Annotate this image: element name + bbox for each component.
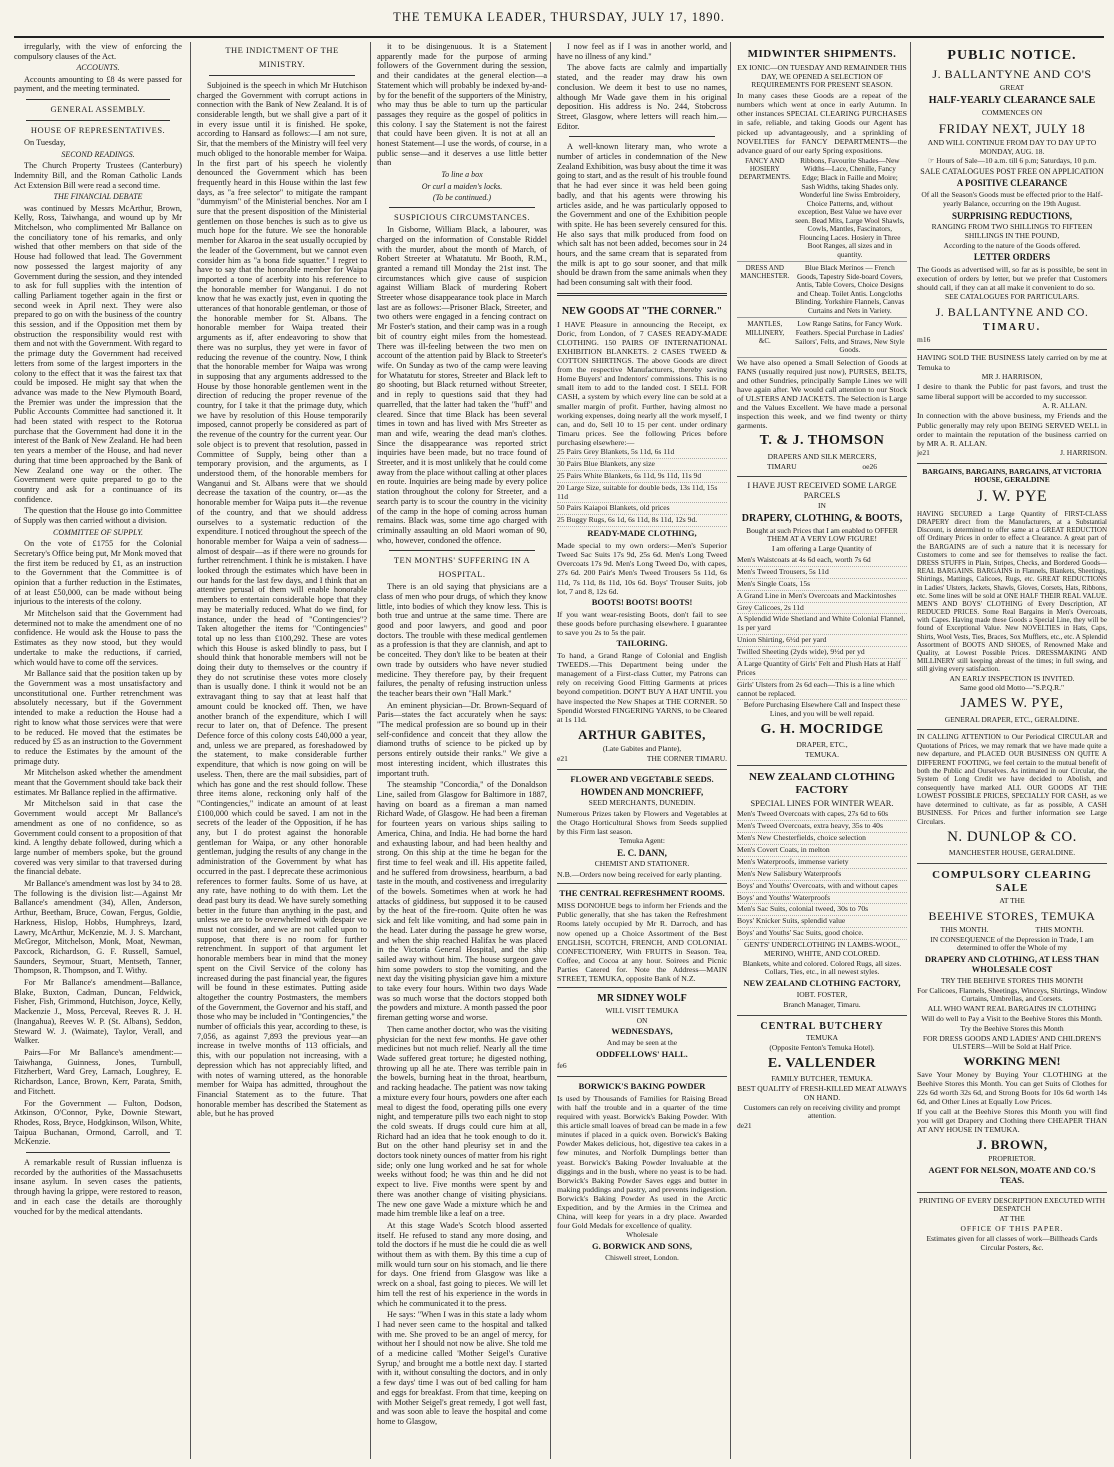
ad-subtitle: A POSITIVE CLEARANCE <box>956 178 1068 189</box>
ad-text: In connection with the above business, my Friends and the Public generally may rely upon BEING SERVED WELL in order to maintain the reputation of the business carried on by MR A. R. ALLAN. <box>917 411 1107 448</box>
ad-title: NEW GOODS AT "THE CORNER." <box>561 305 723 317</box>
continued-note: (To be continued.) <box>432 192 492 202</box>
article-text: Mr Mitchelson said in that case the Government would accept Mr Ballance's amendment as one of no confidence, so as Government could consent to a proposition of that kind. A lengthy debate followed, during which a large number of members spoke, but the ground covered was very similar to that traversed during the financial debate. <box>14 799 182 877</box>
ad-subtitle: TAILORING. <box>616 638 668 649</box>
ad-footer <box>917 449 1107 458</box>
ad-text: Bought at such Prices that I am enabled to OFFER THEM AT A VERY LOW FIGURE! <box>746 525 898 544</box>
article-text: In Gisborne, William Black, a labourer, was charged on the information of Constable Riddel with the murder, about the month of March, of Robert Streeter at Whatatutu. Mr Booth, R.M., granted a remand till Monday the 21st inst. The circumstances which give cause of suspicion against William Black of murdering Robert Streeter whose disappearance took place in March last are as follows:—Prisoner Black, Streeter, and two others were engaged in a fencing contract on Mr Foster's station, and their camp was in a rough bit of country eight miles from the homestead. There was ill-feeling between the two men on account of the attention paid by Black to Streeter's wife. On Sunday as two of the camp were leaving for Whatatutu for stores, Streeter and Black left to go shooting, but Black returned without Streeter, and in reply to questions said that they had quarrelled, that the latter had taken the "huff" and cleared. Since that time Black has been several times in town and has lived with Mrs Streeter as man and wife, wearing the dead man's clothes. Since the disappearance was reported strict inquiries have been made, but no trace found of Streeter, and it is most unlikely that he could come away from the place without calling at other places en route. Inquiries are being made by every police station throughout the colony for Streeter, and a search party is to scour the country in the vicinity of the camp in the hope of coming across human remains. Black was, some time ago charged with criminally assaulting an old Maori woman of 90, who, however, condoned the offence. <box>377 225 547 545</box>
ad-text: IN CALLING ATTENTION to Our Periodical CIRCULAR and Quotations of Prices, we may remark that we have made quite a new departure, and PLACED OUR BUSINESS ON QUITE A DIFFERENT FOOTING, we feel certain to the mutual benefit of both the Public and Ourselves. As intimated in our Circular, the System of Long Credit we have decided to Abolish, and consequently have marked ALL OUR GOODS AT THE LOWEST POSSIBLE PRICES, SPECIALLY FOR CASH, as we have determined to cultivate, as far as possible, A CASH BUSINESS. For Prices and further information see Large Circulars. <box>917 733 1107 826</box>
article-text: The steamship "Concordia," of the Donaldson Line, sailed from Glasgow for Baltimore in 1887, having on board as a fireman a man named Richard Wade, of Glasgow. He had been a fireman for fourteen years on various ships sailing to America, China, and India. He had borne the hard and exhausting labour, and had been healthy and strong. On this ship at the time he began for the first time to feel weak and ill. His appetite failed, and he suffered from drowsiness, heartburn, a bad taste in the mouth, and costiveness and irregularity of the bowels. Sometimes when at work he had attacks of giddiness, but supposed it to be caused by the heat of the fire-room. Quite often he was sick and felt like vomiting, and had some pain in the head. Later during the passage he grew worse, and when the ship reached Halifax he was placed in the Victoria General Hospital, and the ship sailed away without him. The house surgeon gave him some powders to stop the vomiting, and the next day the visiting physician gave him a mixture to take every four hours. Within two days Wade was so much worse that the doctors stopped both the powders and mixture. A month passed the poor fireman getting worse and worse. <box>377 780 547 1023</box>
ad-subtitle: LETTER ORDERS <box>973 252 1051 263</box>
list-item: Twilled Sheeting (2yds wide), 9½d per yd <box>737 647 907 659</box>
list-item: Boys' and Youths' Sac Suits, good choice. <box>737 928 907 940</box>
advertiser-name: JAMES W. PYE, <box>960 696 1064 712</box>
list-item: Girls' Ulsters from 2s 6d each—This is a line which cannot be replaced. <box>737 680 907 701</box>
ad-jw-pye <box>917 464 1107 731</box>
department-label: DRESS AND MANCHESTER. <box>737 262 793 318</box>
advertiser-town: TEMUKA. <box>805 750 839 760</box>
divider <box>26 99 170 100</box>
divider <box>569 136 715 137</box>
verse-line: To line a box <box>441 170 483 180</box>
list-item: Union Shirting, 6½d per yard <box>737 635 907 647</box>
list-item: 20 Large Size, suitable for double beds, 13s 11d, 15s 11d <box>557 483 727 504</box>
ad-text: I desire to thank the Public for past favors, and trust the same liberal support will be accorded to my successor. <box>917 382 1107 401</box>
article-text: The Church Property Trustees (Canterbury) Indemnity Bill, and the Roman Catholic Lands Act Extension Bill were read a second time. <box>14 161 182 190</box>
advertiser-name: J. BROWN, <box>976 1136 1048 1152</box>
section-heading: SECOND READINGS. <box>61 149 135 159</box>
ad-text: GENTS' UNDERCLOTHING IN LAMBS-WOOL, MERINO, WHITE, AND COLORED. <box>744 940 900 958</box>
advertiser-name: J. BALLANTYNE AND CO'S <box>932 67 1092 82</box>
ad-text: WILL VISIT TEMUKA <box>605 1005 679 1015</box>
ad-ballantyne <box>917 42 1107 350</box>
section-heading: HOUSE OF REPRESENTATIVES. <box>30 125 166 136</box>
article-text: Pairs—For Mr Ballance's amendment:—Taiwhanga, Guinness, Jones, Turnbull, Fitzherbert, Ward Grey, Larnach, Loughrey, E. Richardson, Lance, Brown, Kerr, Parata, Smith, and Fitchett. <box>14 1048 182 1096</box>
ad-text: AT THE <box>999 895 1025 905</box>
sale-title: HALF-YEARLY CLEARANCE SALE <box>928 95 1096 107</box>
divider <box>209 75 355 76</box>
notice-allan-harrison <box>917 350 1107 463</box>
ad-clothing-factory <box>737 766 907 1016</box>
ad-text: (Opposite Fenton's Temuka Hotel). <box>769 1043 875 1053</box>
article-text: Mr Mitchelson asked whether the amendment meant that the Government should take back their estimates. Mr Ballance replied in the affirmative. <box>14 768 182 797</box>
article-title: TEN MONTHS' SUFFERING IN A <box>393 555 531 566</box>
sale-hours-text: Hours of Sale—10 a.m. till 6 p.m; Saturdays, 10 p.m. <box>936 156 1097 166</box>
ad-town: TEMUKA <box>805 1033 839 1043</box>
ad-text: Numerous Prizes taken by Flowers and Vegetables at the Otago Horticultural Shows from Seeds supplied by this Firm last season. <box>557 808 727 837</box>
article-text: On the vote of £1755 for the Colonial Secretary's Office being put, Mr Monk moved that the first item be reduced by £1, as an instruction to the Government that the Committee is of opinion that a further reduction in the Estimates, of at least £50,000, can be made without being injurious to the interests of the colony. <box>14 539 182 607</box>
ad-text: Blankets, white and colored. Colored Rugs, all sizes. Collars, Ties, etc., in all newest styles. <box>742 958 902 977</box>
list-item: 25 Pairs Grey Blankets, 5s 11d, 6s 11d <box>557 447 727 459</box>
ad-text: And may be seen at the <box>606 1038 678 1048</box>
ad-text: Save Your Money by Buying Your CLOTHING at the Beehive Stores this Month. You can get Suits of Clothes for 22s 6d worth 32s 6d, and Strong Boots for 10s 6d worth 14s 6d, and Other Lines at Equally Low Prices. <box>917 1070 1107 1107</box>
ad-subtitle: DRAPERY AND CLOTHING, AT LESS THAN WHOLESALE COST <box>924 954 1100 974</box>
list-item: Men's Waistcoats at 4s 6d each, worth 7s 6d <box>737 555 907 567</box>
advertiser-name: J. BALLANTYNE AND CO. <box>935 304 1089 319</box>
ad-title: MIDWINTER SHIPMENTS. <box>747 48 897 60</box>
ad-mocridge <box>737 477 907 765</box>
list-item: Men's Tweed Overcoats with capes, 27s 6d to 60s <box>737 809 907 821</box>
ad-title: NEW ZEALAND CLOTHING FACTORY <box>749 770 895 796</box>
ad-text: TRY THE BEEHIVE STORES THIS MONTH <box>940 975 1084 985</box>
agent-role: CHEMIST AND STATIONER. <box>594 859 690 869</box>
ad-text: To hand, a Grand Range of Colonial and English TWEEDS.—This Department being under the management of a First-class Cutter, my Patrons can rely on receiving Good Fitting Garments at prices beyond competition. DON'T BUY A HAT UNTIL you have inspected the New Shapes at THE CORNER. 50 Spendid Worsted FINGERING YARNS, to be Cleared at 1s 11d. <box>557 651 727 724</box>
ad-code: oe26 <box>862 461 877 471</box>
ad-subtitle: AGENT FOR NELSON, MOATE AND CO.'S TEAS. <box>928 1164 1096 1185</box>
ad-subtitle: BOOTS! BOOTS! BOOTS! <box>591 596 693 607</box>
ad-text: OFFICE OF THIS PAPER. <box>960 1223 1064 1233</box>
manager-name: IOBT. FOSTER, <box>796 990 848 1000</box>
article-text: On Tuesday, <box>24 138 66 148</box>
list-item: Boys' Knicker Suits, splendid value <box>737 916 907 928</box>
article-text: The question that the House go into Committee of Supply was then carried without a division. <box>14 506 182 526</box>
advertiser-name: NEW ZEALAND CLOTHING FACTORY, <box>743 978 901 989</box>
ad-title: COMPULSORY CLEARING SALE <box>932 869 1092 895</box>
advertiser-address: Chiswell street, London. <box>605 1253 679 1263</box>
ad-text: Try the Beehive Stores this Month <box>960 1023 1064 1033</box>
list-item: Men's Tweed Trousers, 5s 11d <box>737 567 907 579</box>
pointing-hand-icon: ☞ <box>927 156 935 166</box>
advertiser-name: G. BORWICK AND SONS, <box>591 1241 693 1252</box>
ad-seeds <box>557 770 727 885</box>
advertiser-town: TIMARU. <box>982 321 1042 333</box>
department-label: MANTLES, MILLINERY, &C. <box>737 318 793 357</box>
article-text: An eminent physician—Dr. Brown-Sequard of Paris—states the fact accurately when he says: "The medical profession are so bound up in their self-confidence and conceit that they allow the diamond truths of science to be picked up by persons entirely outside their ranks." We give a most interesting incident, which illustrates this important truth. <box>377 700 547 778</box>
ad-title: PUBLIC NOTICE. <box>947 48 1077 63</box>
ad-text: ODDFELLOWS' HALL. <box>596 1049 688 1060</box>
advertiser-sub: GENERAL DRAPER, ETC., GERALDINE. <box>944 714 1080 724</box>
list-item: A Large Quantity of Girls' Felt and Plush Hats at Half Prices <box>737 659 907 680</box>
list-item: Men's Covert Coats, in melton <box>737 845 907 857</box>
divider <box>26 1152 170 1153</box>
article-text: Mr Ballance said that the position taken up by the Government was a most unsatisfactory and unconstitutional one. Further retrenchment was absolutely necessary, but if the Government intended to make a reduction the House had a right to know what those services were that were to be reduced. He moved that the estimates be reduced by £5 as an instruction to the Government to reduce the Estimates by the amount of the primage duty. <box>14 669 182 766</box>
article-text: For Mr Ballance's amendment—Ballance, Blake, Buxton, Cadman, Duncan, Feldwick, Fisher, Fish, Grimmond, Hutchison, Joyce, Kelly, Mackenzie J., Moss, Perceval, Reeves R. J. H. (Inangahua), Reeves W. P. (St. Albans), Seddon, Steward W. J. (Waimate), Taylor, Verall, and Walker. <box>14 978 182 1046</box>
ad-code: fe6 <box>557 1061 567 1071</box>
article-text: Subjoined is the speech in which Mr Hutchison charged the Government with corrupt actions in connection with the Bank of New Zealand. It is of considerable length, but we shall give a part of it in every issue until it is finished. He spoke, according to Hansard as follows:—I am not sure, Sir, that the members of the Ministry will feel very much obliged to the honorable member for Waipa. In the first part of his speech he violently denounced the Government which has been frequently heard in this House within the last few days, as "a free selector" to mitigate the rampant "dummyism" of the Ministerial benches. Nor am I sure that the present disposition of the Ministerial gentlemen on those benches is such as to give us much hope for the future. We see the honorable member for Akaroa in the seat usually occupied by the leader of the Government, but we cannot even consider him as "a bona fide squatter." I regret to have to say that the honorable member for Waipa imported a tone of acerbity into his reference to the honorable member for Wanganui. I do not know that he was exactly just, even in quoting the utterances of that honorable gentleman, or those of the honorable member for St. Albans. The honorable member for Waipa treated their arguments as if, after endeavoring to show that there was no surplus, they yet were in favor of reducing the revenue of the country. Now, I think that the honorable member for Waipa was wrong in supposing that any arguments addressed to the House by those honorable gentlemen went in the direction of reducing the proper revenue of the country, for I take it that the primage duty, which we have by resolution of this House temporarily imposed, cannot properly be considered as part of the revenue of the country for the current year. Our sole object is to prevent that resolution, passed in Committee of Supply, being other than a temporary provision, and the arguments, as I understood them, of the honorable members for Wanganui and St. Albans were that we should decrease the taxation of the country, or—as the honorable member for Waipa puts it—the revenue of the country, and that we should address ourselves to a systematic reduction of the expenditure. I noticed throughout the speech of the honorable member for Waipa a vein of sadness—almost of despair—as if there were no grounds for further retrenchment. I think he is mistaken. I have looked through the estimates which have been in our hands for the last few days, and I think that an attentive perusal of them will enable honorable members to entertain considerable hope that they may be materially reduced. What do we find, for instance, under the head of "Contingencies"? Taken altogether the items for "Contingencies" total up no less than £100,292. These are votes which this House is asked blindly to pass, but I should think that honorable members will not be doing their duty to themselves or the country if they do not scrutinise these votes more closely than is usually done. I think it would not be an extravagant thing to say that at least half that amount could be knocked off. Then, we have another branch of the expenditure, which I will recur to later on, that of Defence. The present Defence force of this colony costs £40,000 a year, and, unless we are prepared, as foreshadowed by the statement, to make considerable further expenditure, that which is now going on will be useless. Then, there are the mail subsidies, part of which has gone and the rest should follow. These three items alone, reckoning only half of the "Contingencies," indicate an amount of at least £100,000 which could be saved. I am not in the secrets of the leader of the Opposition, if he has any, but I do protest against the honorable gentleman for Waipa, or any other honorable gentleman, judging the results of any change in the administration of the Government by what has occurred in the past. I deprecate these acrimonious references to former faults. Some of us have, at any rate, have nothing to do with them. Let the dead past bury its dead. We have surely something better in the future than anything in the past, and unless we are to be overwhelmed with despair we must not consider, and we are not called upon to suppose, that there is no room for further retrenchment. In support of that argument let honorable members bear in mind that the money spent on the Civil Service of the colony has increased during the past financial year, the figures will be found in these estimates. Putting aside altogether the country Postmasters, the members of the Government, the Governor and his staff, and those who may be included in "Contingencies," the number of officials this year, according to these, is 7,056, as against 7,893 the previous year—an increase in twelve months of 113 officials, and this, with our population not increasing, with a depression which has not appreciably lifted, and with notes of warning uttered, as the honorable member for Waipa has admitted, throughout the Financial Statement as to the future. That honorable member has described the Statement as able, but he has proved <box>197 80 367 1119</box>
article-title: GENERAL ASSEMBLY. <box>50 104 146 115</box>
ad-new-goods-corner <box>557 301 727 770</box>
column-1 <box>14 42 182 1459</box>
advertiser-town: TIMARU <box>767 461 797 471</box>
advertiser-name: E. VALLENDER <box>767 1055 877 1071</box>
ad-text: Is used by Thousands of Families for Raising Bread with half the trouble and in a quarter of the time required with yeast. Borwick's Baking Powder. With this article small loaves of bread can be made in a few minutes if placed in a quick oven. Borwick's Baking Powder Makes delicious, hot, digestive tea cakes in a few minutes, and Norfolk Dumplings better than yeast. Borwick's Baking Powder Invaluable at the diggings and in the bush, where no yeast is to be had. Borwick's Baking Powder Saves eggs and butter in making puddings and pastry, and prevents indigestion. Borwick's Baking Powder As used in the Arctic Expedition, and by the Armies in the Crimea and China, will keep for years in a dry place. Awarded four Gold Medals for excellence of quality. <box>557 1093 727 1231</box>
ad-title: DRAPERY, CLOTHING, & BOOTS, <box>741 513 903 525</box>
column-6 <box>910 42 1107 1459</box>
advertiser-sub: MANCHESTER HOUSE, GERALDINE. <box>948 848 1076 858</box>
ad-subtitle: READY-MADE CLOTHING, <box>587 528 697 539</box>
ad-text: AND WILL CONTINUE FROM DAY TO DAY UP TO MONDAY, AUG. 18. <box>927 137 1097 156</box>
month-banner <box>917 926 1107 935</box>
ad-subtitle: WORKING MEN! <box>963 1054 1061 1069</box>
ad-text: Will do well to Pay a Visit to the Beehive Stores this Month. <box>921 1013 1103 1023</box>
ad-text: Made special to my own orders:—Men's Superior Tweed Sac Suits 17s 9d, 25s 6d. Men's Long Tweed Overcoats 17s 9d. Men's Long Tweed Do, with capes, 27s 6d. 200 Pair's Men's Tweed Trousers 5s 11d, 6s 11d, 7s 11d, 8s 11d, 10s 6d. Boys' Trouser Suits, job lot, 7 and 8, 12s 6d. <box>557 541 727 596</box>
ad-text: Customers can rely on receiving civility and prompt attention. <box>743 1102 901 1121</box>
masthead: THE TEMUKA LEADER, THURSDAY, JULY 17, 1890. <box>14 10 1104 38</box>
article-text: I now feel as if I was in another world, and have no illness of any kind." <box>557 42 727 61</box>
article-text: The above facts are calmly and impartially stated, and the reader may draw his own conclusion. We deem it best to use no names, although Mr Wade gave them in his original deposition. His address is No. 244, Stobcross Street, Glasgow, where letters will reach him.—Editor. <box>557 63 727 131</box>
advertiser-sub: FAMILY BUTCHER, TEMUKA. <box>771 1074 873 1084</box>
advertiser-sub: DRAPERS AND SILK MERCERS, <box>767 451 877 461</box>
article-title: HOSPITAL. <box>438 569 486 580</box>
price-list <box>737 809 907 940</box>
ad-text: AN EARLY INSPECTION IS INVITED. <box>949 673 1075 683</box>
ad-beehive-stores <box>917 864 1107 1192</box>
ad-text: EX IONIC—ON TUESDAY AND REMAINDER THIS DAY, WE OPENED A SELECTION OF REQUIREMENTS FOR PRESENT SEASON. <box>737 62 907 90</box>
ad-text: If you call at the Beehive Stores this Month you will find you will get Drapery and Clothing there CHEAPER THAN AT ANY HOUSE IN TEMUKA. <box>917 1106 1107 1134</box>
successor-name: MR J. HARRISON, <box>981 371 1043 381</box>
ad-text: Same good old Motto—"S.P.Q.R." <box>959 683 1065 693</box>
divider <box>389 550 535 551</box>
ad-text: The Goods as advertised will, so far as is possible, be sent in execution of orders by letter, but we prefer that Customers should call, if they can at all make it convenient to do so. <box>917 264 1107 293</box>
article-text: At this stage Wade's Scotch blood asserted itself. He refused to stand any more dosing, and told the doctors if he must die he could die as well without them as with them. By this time a cup of milk would turn sour on his stomach, and lie there for days. One friend from Glasgow was like a wreck on a shoal, fast going to pieces. We will let him tell the rest of his experience in the words in which he communicated it to the press. <box>377 1220 547 1308</box>
ad-text: MISS DONOHUE begs to inform her Friends and the Public generally, that she has taken the Refreshment Rooms lately occupied by Mr R. Darroch, and has now opened up a Choice Assortment of the Best ENGLISH, SCOTCH, FRENCH, AND COLONIAL CONFECTIONERY, With FRUITS in Season. Tea, Coffee, and Cocoa at any hour. Soirees and Picnic Parties Catered for. Note the Address—MAIN STREET, TEMUKA, opposite Bank of N.Z. <box>557 901 727 984</box>
department-table <box>737 155 907 358</box>
ad-code: e21 <box>557 753 568 763</box>
ad-text: SPECIAL LINES FOR WINTER WEAR. <box>750 797 894 808</box>
advertiser-sub: SEED MERCHANTS, DUNEDIN. <box>588 798 696 808</box>
ad-text: RANGING FROM TWO SHILLINGS TO FIFTEEN SHILLINGS IN THE POUND, <box>931 222 1093 240</box>
ad-text: IN <box>818 501 826 511</box>
ad-text: We have also opened a Small Selection of Goods at FANS (usually required just now), PURSES, BELTS, and other Sundries, principally Sample Lines we will have again after. We would call attention to our Stock of ULSTERS AND JACKETS. The Selection is Large and the Values Excellent. We have made a personal inspection this week, and we find twenty or thirty garments. <box>737 357 907 431</box>
ad-text: PRINTING OF EVERY DESCRIPTION EXECUTED WITH DESPATCH <box>918 1195 1106 1214</box>
ad-text: BEST QUALITY of FRESH-KILLED MEAT ALWAYS ON HAND. <box>737 1084 907 1102</box>
article-title: THE INDICTMENT OF THE <box>225 45 339 55</box>
ad-text: For Calicoes, Flannels, Sheetings, Winceys, Shirtings, Window Curtains, Umbrellas, and Corsets. <box>917 985 1107 1004</box>
ad-text: According to the nature of the Goods offered. <box>943 240 1081 250</box>
advertiser-name: BEEHIVE STORES, TEMUKA <box>928 908 1096 923</box>
list-item: Men's Single Coats, 15s <box>737 579 907 591</box>
column-5 <box>730 42 907 1459</box>
ad-text: Wholesale <box>626 1230 658 1240</box>
section-heading: THE FINANCIAL DEBATE <box>53 192 143 202</box>
ad-text: AT THE <box>999 1214 1025 1224</box>
ad-title: BARGAINS, BARGAINS, BARGAINS, AT VICTORIA HOUSE, GERALDINE <box>922 466 1102 485</box>
ad-text: ALL WHO WANT REAL BARGAINS IN CLOTHING <box>927 1004 1097 1014</box>
list-item: 25 Pairs White Blankets, 6s 11d, 9s 11d, 11s 9d <box>557 471 727 483</box>
ad-text: Temuka Agent: <box>619 836 665 846</box>
ad-footer <box>737 463 907 472</box>
ad-text: Before Purchasing Elsewhere Call and Inspect these Lines, and you will be well repaid. <box>743 700 901 719</box>
ad-text: I HAVE JUST RECEIVED SOME LARGE PARCELS <box>747 480 897 501</box>
list-item: A Splendid Wide Shetland and White Colonial Flannel, 1s per yard <box>737 614 907 635</box>
section-heading: COMMITTEE OF SUPPLY. <box>53 527 143 537</box>
article-text: Then came another doctor, who was the visiting physician for the next few months. He gave other medicines but not much relief. Nearly all the time Wade suffered great torture; he digested nothing, throwing up all he ate. There was terrible pain in the bowels, burning heat in the throat, heartburn, and racking headache. The patient was now taking a mixture every four hours, powders one after each meal to digest the food, operating pills one every night, and temperature pills two each night to stop the cold sweats. If drugs could cure him at all, Richard had an idea that he took enough to do it. But on the other hand pleurisy set in and the doctors took ninety ounces of matter from his right side; only one lung worked and he sat for whole weeks without food; he was thin and he did not expect to live. Five months were spent by and there was another change of visiting physicians. The new one gave Wade a mixture which he and made him tremble like a leaf on a tree. <box>377 1024 547 1219</box>
agent-name: E. C. DANN, <box>617 847 667 858</box>
divider <box>389 207 535 208</box>
list-item: Men's Sac Suits, colonial tweed, 30s to 70s <box>737 904 907 916</box>
ad-text: Estimates given for all classes of work—Billheads Cards Circular Posters, &c. <box>926 1233 1098 1252</box>
ad-title: CENTRAL BUTCHERY <box>760 1020 884 1032</box>
sale-hours <box>917 157 1107 166</box>
ad-text: HAVING SECURED a Large Quantity of FIRST-CLASS DRAPERY direct from the Manufacturers, at a Substantial Discount, is determined to offer same at a GREAT REDUCTION off Ordinary Prices in order to effect a Clearance. A great part of the BARGAINS are of such a nature that it is necessary for Customers to come and see for themselves to realise the fact. DRESS STUFFS in Plain, Stripes, Checks, and Bordered Goods—REAL BARGAINS. BARGAINS in Flannels, Blankets, Sheetings, Shirtings, Mattings, Calicoes, Rugs, etc. GREAT REDUCTIONS in Ladies' Ulsters, Jackets, Shawls, Gloves, Corsets, Hats, Ribbons, etc. Some lines will be sold at ONE HALF THEIR REAL VALUE. MEN'S AND BOYS' CLOTHING of Every Description, AT REDUCED PRICES. Some Real Bargains in Men's Overcoats, with Capes. Having made these Goods a Special Line, they will be found of Exceptional Value. New NOVELTIES in Hats, Caps, Shirts, Wool Vests, Ties, Braces, Sox Mufflers, etc., etc. A Splendid Assortment of BOOTS AND SHOES, of Renowned Make and Quality, at Lowest Possible Prices. DRESSMAKING AND MILLINERY still keeping abreast of the times; in full swing, and still giving every satisfaction. <box>917 509 1107 674</box>
ad-text: Of all the Season's Goods must be effected prior to the Half-yearly Balance, occurring on the 19th August. <box>921 190 1103 208</box>
list-item: Boys' and Youths' Overcoats, with and without capes <box>737 881 907 893</box>
ad-title: FLOWER AND VEGETABLE SEEDS. <box>570 773 714 784</box>
article-text: Mr Mitchelson said that the Government had determined not to make the amendment one of no confidence. He would ask the House to pass the Estimates as they now stood, but they would undertake to make the reductions, if carried, which would have to come off the services. <box>14 609 182 667</box>
ad-text: N.B.—Orders now being received for early planting. <box>557 870 722 880</box>
ad-text: In many cases these Goods are a repeat of the numbers which went at once in early Autumn. In other instances SPECIAL CLEARING PURCHASES in safe, reliable, and taking Goods our Agent has picked up advantageously, and a sprinkling of NOVELTIES for FANCY DEPARTMENTS—the advance guard of our early Spring expositions. <box>737 91 907 155</box>
article-text: it to be disingenuous. It is a Statement apparently made for the purpose of arming followers of the Government during the session, and their candidates at the general election—a Statement which will probably be indexed by-and-by for the benefit of the supporters of the Ministry, who may thus be able to turn up the particular passages they require as the gospel of politics in this colony. I say the Statement is not the fairest that could have been given. It is not at all an honest Statement—I use the words, of course, in a public sense—and it deserves a use little better than <box>377 42 547 168</box>
ad-title: BORWICK'S BAKING POWDER <box>578 1080 706 1091</box>
article-text: was continued by Messrs McArthur, Brown, Kelly, Ross, Taiwhanga, and wound up by Mr Mitchelson, who complimented Mr Ballance on the conciliatory tone of his remarks, and only wished that other members on that side of the House had followed that lead. The Government now possessed the largest majority of any Government during the session, and they intended to ask for full supplies with the intention of calling Parliament together again in the first or second week in April next. They were also prepared to go on with the business of the country this session, and if the Opposition met them by obstruction the responsibility would rest with them and not with the Government. With regard to the primage duty the Government had received letters from some of the largest importers in the colony to the effect that it was the fairest tax that could be imposed. He might say that when the advance was made to the New Plymouth Board, the Premier was under the impression that the Public Accounts Committee had sanctioned it. It had been stated with respect to the Rotorua purchase that the Government had done it in the interest of the Bank of New Zealand. He had been ten years a member of the House, and had never during that time been approached by the Bank of New Zealand one way or the other. The Government were quite prepared to go to the country and ask for a continuance of its confidence. <box>14 203 182 504</box>
advertiser-name: J. W. PYE <box>976 488 1048 506</box>
month-label: THIS MONTH. <box>1035 924 1084 934</box>
ad-text: WEDNESDAYS, <box>611 1026 673 1037</box>
article-text: A remarkable result of Russian influenza is recorded by the authorities of the Massachusetts insane asylum. In seven cases the patients, through having la grippe, were restored to reason, and in each case the details are thoroughly vouched for by the medical attendants. <box>14 1158 182 1216</box>
article-text: For the Government — Fulton, Dodson, Atkinson, O'Connor, Pyke, Downie Stewart, Rhodes, Ross, Bryce, Hodgkinson, Wilson, White, Taipua Buchanan, Ormond, Carroll, and T. McKenzie. <box>14 1098 182 1147</box>
list-item: 25 Buggy Rugs, 6s 1d, 6s 11d, 8s 11d, 12s 9d. <box>557 515 727 527</box>
ad-title: THE CENTRAL REFRESHMENT ROOMS. <box>559 888 725 899</box>
table-row <box>737 318 907 357</box>
ad-text: COMMENCES ON <box>981 107 1043 117</box>
ad-text: FOR DRESS GOODS AND LADIES' AND CHILDREN'S ULSTERS—Will be Sold at Half Price. <box>922 1033 1102 1052</box>
ad-sidney-wolf <box>557 988 727 1077</box>
signature: A. R. ALLAN. <box>1042 400 1087 410</box>
table-row <box>737 155 907 262</box>
ad-borwick <box>557 1077 727 1268</box>
sale-date: FRIDAY NEXT, JULY 18 <box>938 120 1086 136</box>
article-text: He says: "When I was in this state a lady whom I had never seen came to the hospital and talked with me. She proved to be an angel of mercy, for without her I should not now be alive. She told me of a medicine called 'Mother Seigel's Curative Syrup,' and brought me a bottle next day. I started with it, without consulting the doctors, and in only a few days' time I was out of bed calling for ham and eggs for breakfast. From that time, keeping on with Mother Seigel's great remedy, I got well fast, and was soon able to leave the hospital and come home to Glasgow, <box>377 1310 547 1426</box>
column-2 <box>190 42 367 1459</box>
advertiser-sub: DRAPER, ETC., <box>796 740 848 750</box>
ad-code: je21 <box>917 447 930 457</box>
advertiser-name: HOWDEN AND MONCRIEFF, <box>580 786 704 797</box>
month-label: THIS MONTH. <box>940 924 989 934</box>
department-label: FANCY AND HOSIERY DEPARTMENTS. <box>737 155 793 262</box>
advertiser-address: THE CORNER TIMARU. <box>646 753 727 763</box>
ad-text: I am offering a Large Quantity of <box>771 544 873 554</box>
ad-midwinter-shipments <box>737 42 907 477</box>
ad-text: SALE CATALOGUES POST FREE ON APPLICATION <box>920 167 1104 177</box>
price-list <box>737 555 907 700</box>
verse-line: Or curl a maiden's locks. <box>421 181 503 191</box>
article-text: irregularly, with the view of enforcing the compulsory clauses of the Act. <box>14 42 182 61</box>
list-item: Boys' and Youths' Waterproofs <box>737 893 907 905</box>
advertiser-name: G. H. MOCRIDGE <box>760 721 884 737</box>
list-item: Grey Calicoes, 2s 11d <box>737 603 907 615</box>
column-4 <box>550 42 727 1459</box>
list-item: 50 Pairs Kaiapoi Blankets, old prices <box>557 503 727 515</box>
department-text: Low Range Satins, for Fancy Work. Feathers. Special Purchase in Ladies' Sailors', Felts, and Straws, New Style Goods. <box>793 318 907 357</box>
article-title: SUSPICIOUS CIRCUMSTANCES. <box>393 212 531 223</box>
ad-text: If you want wear-resisting Boots, don't fail to see these goods before purchasing elsewhere. I guarantee to save you 2s to 5s the pair. <box>557 609 727 637</box>
list-item: Men's New Chesterfields, choice selection <box>737 833 907 845</box>
article-text: There is an old saying that physicians are a class of men who pour drugs, of which they know little, into bodies of which they know less. This is both true and untrue at the same time. There are good and poor lawyers, and good and poor doctors. The trouble with these medical gentlemen as a profession is that they are clannish, and apt to be conceited. They don't like to be beaten at their own trade by outsiders who have never studied medicine. They therefore pay, by their frequent failures, the penalty of refusing instruction unless the teacher bears their own "Hall Mark." <box>377 582 547 698</box>
article-title: MINISTRY. <box>258 58 306 69</box>
ad-dunlop <box>917 730 1107 864</box>
advertiser-sub: PROPRIETOR. <box>988 1154 1036 1164</box>
ad-text: SEE CATALOGUES FOR PARTICULARS. <box>944 292 1080 302</box>
department-text: Blue Black Merinos — French Goods, Tapestry Side-board Covers, Antis, Table Covers, Choice Designs and Cheap. Toilet Antis. Longcloths Blinding. Yorkshire Flannels, Canvas Curtains and Nets in Variety. <box>793 262 907 318</box>
table-row <box>737 262 907 318</box>
divider <box>26 120 170 121</box>
advertiser-name: N. DUNLOP & CO. <box>947 828 1077 845</box>
divider <box>557 293 727 296</box>
ad-subtitle: SURPRISING REDUCTIONS, <box>951 210 1073 221</box>
column-3 <box>370 42 547 1459</box>
ad-title: MR SIDNEY WOLF <box>597 993 687 1005</box>
price-list <box>557 447 727 527</box>
ad-refreshment-rooms <box>557 884 727 988</box>
list-item: Men's Tweed Overcoats, extra heavy, 35s to 40s <box>737 821 907 833</box>
advertiser-sub: (Late Gabites and Plante), <box>602 744 682 754</box>
ad-code: de21 <box>737 1121 752 1131</box>
ad-central-butchery <box>737 1016 907 1136</box>
ad-code: m16 <box>917 334 931 344</box>
article-text: A well-known literary man, who wrote a number of articles in condemnation of the New Zealand Exhibition, was busy about the time it was going to start, and as the result of his trouble found that he had ever since it was held been going badly, and that his agents were throwing his articles aside, and he was particularly opposed to the Government and one of the Exhibition people with spite. He has been severely censured for this. He also says that milk produced from food on which salt has not been added, becomes sour in 24 hours, and the same cream that is separated from the milk is apt to go sour sooner, and that milk should be drawn from the same animals when they had been consuming salt with their food. <box>557 142 727 288</box>
list-item: 30 Pairs Blue Blankets, any size <box>557 459 727 471</box>
article-text: Mr Ballance's amendment was lost by 34 to 28. The following is the division list:—Against Mr Ballance's amendment (34), Allen, Anderson, Arthur, Beetham, Bruce, Cowan, Fergus, Goldie, Harkness, Hislop, Hobbs, Humphreys, Izard, Lawry, McArthur, McKenzie, M. J. S. Marchant, McGregor, Mitchelson, Monk, Moat, Newman, Paxcock, Richardson, G. F. Russell, Samuel, Saunders, Seymour, Stuart, Mentseth, Tanner, Thompson, R. Thompson, and T. Withy. <box>14 879 182 976</box>
article-text: Accounts amounting to £8 4s were passed for payment, and the meeting terminated. <box>14 74 182 94</box>
department-text: Ribbons, Favourite Shades—New Widths—Lace, Chenille, Fancy Edge; Black in Faille and Moire; Sash Widths, taking Shades only. Wonderful line Swiss Embroidery, Choice Patterns, and, without exception, Best Value we have ever seen. Bead Mits, Large Wool Shawls, Cowls, Mantles, Fascinators, Flouncing Laces. Hosiery in Three Boot Ranges, all sizes and in quantity. <box>793 155 907 262</box>
ad-text: ON <box>636 1015 648 1025</box>
ad-text: I HAVE Pleasure in announcing the Receipt, ex Doric, from London, of 7 CASES READY-MADE CLOTHING. 150 PAIRS OF INTERNATIONAL EXHIBITION BLANKETS. 2 CASES TWEED & COTTON SHIRTINGS. The above Goods are direct from the respective Manufacturers, thereby saving Home Buyers' and Indentors' commissions. This is no small item to add to the landed cost. I SELL FOR CASH, a system by which every line can be sold at a smaller margin of profit. Further, having almost no working expenses, doing nearly all the work myself, I can, and do, Sell 10 to 15 per cent. under ordinary Timaru prices. See the following Prices before purchasing elsewhere:— <box>557 319 727 447</box>
list-item: A Grand Line in Men's Overcoats and Mackintoshes <box>737 591 907 603</box>
list-item: Men's New Salisbury Waterproofs <box>737 869 907 881</box>
ad-printing <box>917 1193 1107 1258</box>
signature: J. HARRISON. <box>1060 447 1107 457</box>
advertiser-name: T. & J. THOMSON <box>759 433 885 449</box>
ad-text: IN CONSEQUENCE of the Depression in Trade, I am determined to offer the Whole of my <box>930 934 1094 953</box>
ad-text: HAVING SOLD THE BUSINESS lately carried on by me at Temuka to <box>917 353 1107 372</box>
advertiser-name: ARTHUR GABITES, <box>578 726 706 742</box>
list-item: Men's Waterproofs, immense variety <box>737 857 907 869</box>
ad-footer <box>557 755 727 764</box>
section-heading: ACCOUNTS. <box>76 63 120 73</box>
manager-role: Branch Manager, Timaru. <box>783 999 861 1009</box>
ad-text: GREAT <box>999 83 1025 93</box>
